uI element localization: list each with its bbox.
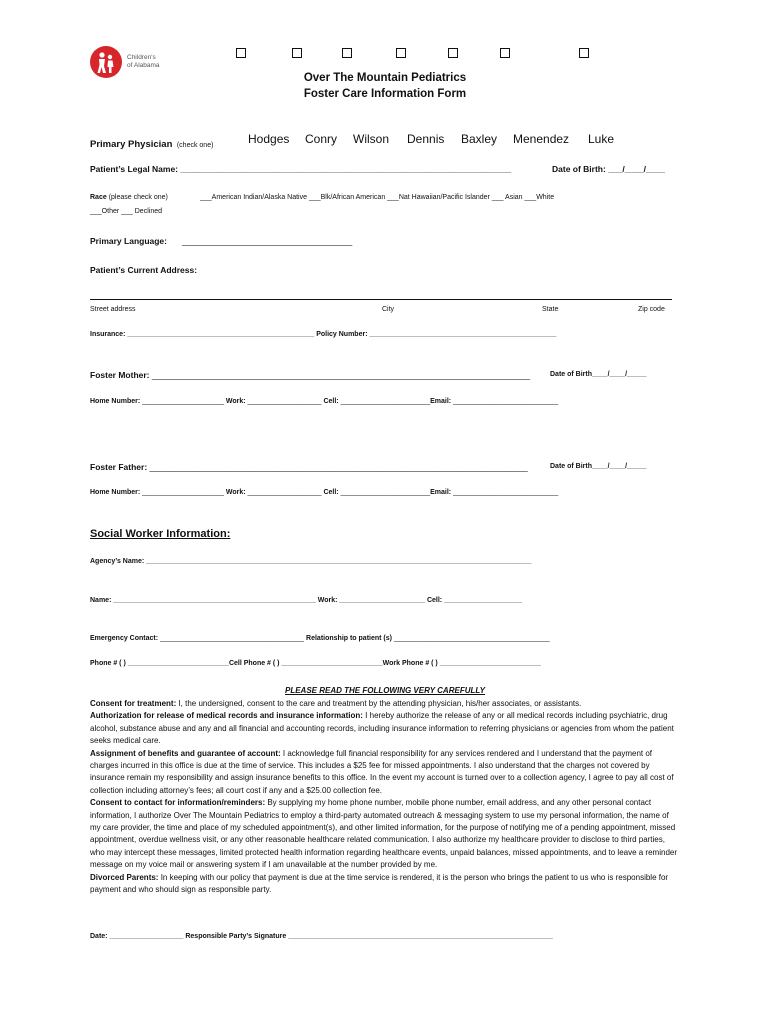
relationship-field[interactable]: ________________________________________ xyxy=(393,635,550,642)
race-label: Race xyxy=(90,194,107,201)
insurance-row: Insurance: ________________________________________________ Policy Number: ________________________________________________ xyxy=(90,331,557,338)
address-city-caption: City xyxy=(382,306,395,313)
consent-paragraph: Consent for treatment: I, the undersigned, consent to the care and treatment by the attending physician, his/her associates, or assistants. xyxy=(90,699,582,708)
address-state-caption: State xyxy=(542,306,559,313)
insurance-field[interactable]: ________________________________________________ xyxy=(127,331,315,338)
policy-number-field[interactable]: ________________________________________________ xyxy=(369,331,557,338)
contact-paragraph: Consent to contact for information/reminders: By supplying my home phone number, mobile phone number, email address, and any other personal contact information, I authorize Over The Mountain Pediatrics to employ a third-party automated outreach & messaging system to use my personal information, the name of my care provider, the time and place of my scheduled appointment(s), and other limited information, for the purpose of notifying me of a pending appointment, missed appointment, overdue wellness visit, or any other reasonable healthcare related communication. I also authorize my healthcare provider to disclose to third parties, who may intercept these messages, limited protected health information regarding healthcare events, unpaid balances, missed appointments, and to leave a reminder message on my voice mail or answering system if I am unavailable at the number provided by me. xyxy=(90,798,677,870)
physician-checkbox-luke[interactable] xyxy=(579,48,589,58)
terms-text xyxy=(90,698,680,897)
physician-label: Primary Physician xyxy=(90,139,173,150)
physician-checkbox-dennis[interactable] xyxy=(396,48,406,58)
physician-option-hodges[interactable]: Hodges xyxy=(248,132,290,146)
address-line[interactable] xyxy=(90,299,672,300)
physician-row xyxy=(90,134,213,152)
foster-mother-row: Foster Mother: ________________________________________________________________________________ xyxy=(90,370,531,380)
foster-father-home-field[interactable]: _____________________ xyxy=(142,489,224,496)
race-note: (please check one) xyxy=(108,194,168,201)
emergency-contact-row: Emergency Contact: _____________________________________ Relationship to patient (s) ________________________________________ xyxy=(90,635,550,642)
foster-father-name-field[interactable]: ________________________________________________________________________________ xyxy=(149,462,528,472)
divorced-paragraph: Divorced Parents: In keeping with our policy that payment is due at the time service is rendered, it is the person who brings the patient to us who is responsible for payment and who should sign as responsible party. xyxy=(90,872,669,895)
foster-mother-contact-row: Home Number: _____________________ Work: ___________________ Cell: _______________________Email: ___________________________ xyxy=(90,398,559,405)
physician-option-menendez[interactable]: Menendez xyxy=(513,132,570,146)
primary-language-field[interactable]: ____________________________________ xyxy=(182,236,353,246)
social-worker-name-field[interactable]: Name: ____________________________________________________ Work: ______________________ Cell: ____________________ xyxy=(90,597,522,604)
foster-father-cell-field[interactable]: _______________________ xyxy=(340,489,431,496)
foster-mother-cell-field[interactable]: _______________________ xyxy=(340,398,431,405)
race-options-line2[interactable]: ___Other ___ Declined xyxy=(90,208,162,215)
physician-option-wilson[interactable]: Wilson xyxy=(353,132,390,146)
race-options-line1[interactable]: ___American Indian/Alaska Native ___Blk/African American ___Nat Hawaiian/Pacific Islander ___ Asian ___White xyxy=(200,194,555,201)
physician-option-luke[interactable]: Luke xyxy=(588,132,615,146)
authorization-paragraph: Authorization for release of medical records and insurance information: I hereby authorize the release of any or all medical records including psychiatric, drug alcohol, substance abuse and any and all financial and accounting records, including insurance information to referring physicians or agencies from whom the patient seeks medical care. xyxy=(90,711,674,746)
emergency-contact-field[interactable]: _____________________________________ xyxy=(160,635,305,642)
foster-mother-home-field[interactable]: _____________________ xyxy=(142,398,224,405)
primary-language-label: Primary Language: xyxy=(90,236,167,246)
address-zip-caption: Zip code xyxy=(638,306,665,313)
signature-field[interactable]: Date: ___________________ Responsible Party’s Signature ____________________________________________________________________ xyxy=(90,933,553,940)
physician-checkbox-menendez[interactable] xyxy=(500,48,510,58)
patient-dob-field[interactable]: Date of Birth: ___/____/____ xyxy=(552,164,665,174)
foster-father-row: Foster Father: ________________________________________________________________________________ xyxy=(90,462,528,472)
physician-note: (check one) xyxy=(176,142,214,149)
patient-legal-name-field[interactable]: Patient’s Legal Name: ______________________________________________________________________ xyxy=(90,164,512,174)
notice-heading: PLEASE READ THE FOLLOWING VERY CAREFULLY xyxy=(284,686,485,695)
physician-checkbox-conry[interactable] xyxy=(292,48,302,58)
foster-mother-name-field[interactable]: ________________________________________________________________________________ xyxy=(151,370,531,380)
foster-mother-dob-field[interactable]: Date of Birth____/____/_____ xyxy=(550,371,647,378)
form-title: Over The Mountain Pediatrics Foster Care Information Form xyxy=(303,72,467,100)
current-address-label: Patient’s Current Address: xyxy=(90,265,198,275)
logo-text: Children's of Alabama xyxy=(127,54,160,69)
foster-father-work-field[interactable]: ___________________ xyxy=(247,489,322,496)
foster-father-contact-row: Home Number: _____________________ Work: ___________________ Cell: _______________________Email: ___________________________ xyxy=(90,489,559,496)
social-worker-heading: Social Worker Information: xyxy=(90,528,231,540)
foster-mother-email-field[interactable]: ___________________________ xyxy=(453,398,559,405)
phone-numbers-field[interactable]: Phone # ( ) __________________________Cell Phone # ( ) __________________________Work Phone # ( ) __________________________ xyxy=(90,660,541,667)
physician-option-dennis[interactable]: Dennis xyxy=(407,132,445,146)
physician-checkbox-baxley[interactable] xyxy=(448,48,458,58)
race-row xyxy=(90,194,168,201)
agency-name-field[interactable]: Agency’s Name: ___________________________________________________________________________________________________ xyxy=(90,558,532,565)
physician-checkbox-hodges[interactable] xyxy=(236,48,246,58)
assignment-paragraph: Assignment of benefits and guarantee of account: I acknowledge full financial responsibility for any services rendered and I understand that the payment of charges incurred in this office is due at the time of service. This includes a $25 fee for missed appointments. I also understand that the charges not covered by insurance remain my responsibility and assign insurance benefits to this office. In the event my account is turned over to a collection agency, I agree to pay all cost of collection including attorney’s fees; all court cost if any and a $25.00 collection fee. xyxy=(90,748,674,795)
foster-mother-work-field[interactable]: ___________________ xyxy=(247,398,322,405)
foster-father-email-field[interactable]: ___________________________ xyxy=(453,489,559,496)
address-street-caption: Street address xyxy=(90,306,136,313)
foster-father-dob-field[interactable]: Date of Birth____/____/_____ xyxy=(550,463,647,470)
physician-checkbox-wilson[interactable] xyxy=(342,48,352,58)
physician-option-baxley[interactable]: Baxley xyxy=(461,132,498,146)
physician-option-conry[interactable]: Conry xyxy=(305,132,338,146)
